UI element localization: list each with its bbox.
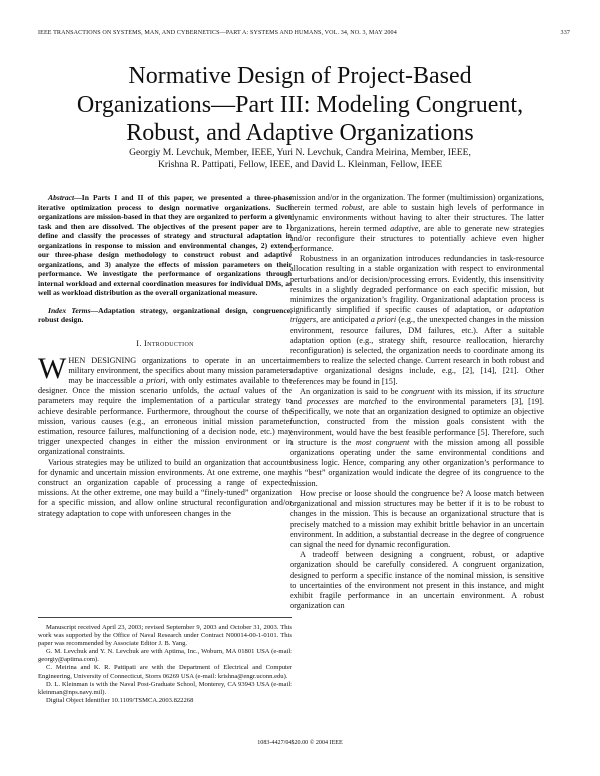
abstract-text: In Parts I and II of this paper, we presented a three-phase iterative optimization process to design normative organizations. Such organizations are mission-based in that they are organized to perform a given task and then are dissolved. The objectives of the present paper are to 1) define and classify the processes of strategy and structural adaptation in organizations in response to mission and environmental changes, 2) extend our three-phase design methodology to construct robust and adaptive organizations, and 3) analyze the effects of mission parameters on their performance. We investigate the performance of organizations through internal workload and external coordination measures for individual DMs, as well as workload distribution as the overall organizational measure. xyxy=(38,193,292,297)
right-paragraph-4: How precise or loose should the congruence be? A loose match between organizational and mission structures may be better if it is to be robust to changes in the mission. This is because an organizational structure that is precisely matched to a mission may exhibit brittle behavior in an uncertain environment. In addition, a substantial decrease in the degree of congruence can signal the need for dynamic reconfiguration. xyxy=(290,488,544,549)
r2-em-1: adaptation triggers xyxy=(290,305,544,325)
intro-p1-text-c: values of the parameters may require the implementation of a particular strategy to achieve desirable performance. Furthermore, throughout the course of the mission, various causes (e.g., an erroneous initial mission parameter estimation, resource failures, malfunctioning of a decision node, etc.) may trigger unexpected changes in either the mission environment or in organizational constraints. xyxy=(38,386,293,457)
footnotes xyxy=(38,617,292,705)
footnote-manuscript: Manuscript received April 23, 2003; revised September 9, 2003 and October 31, 2003. This work was supported by the Office of Naval Research under Contract N00014-00-1-0101. This paper was recommended by Associate Editor J. B. Yang. xyxy=(38,624,292,648)
left-column xyxy=(38,193,292,519)
r3-text-b: with its mission, if its xyxy=(434,386,515,396)
footnote-doi: Digital Object Identifier 10.1109/TSMCA.2003.822268 xyxy=(46,696,194,704)
copyright-footer: 1083-4427/04$20.00 © 2004 IEEE xyxy=(257,740,343,746)
index-terms-lead: Index Terms— xyxy=(48,305,99,315)
right-paragraph-3 xyxy=(290,387,544,489)
r3-em-5: most congruent xyxy=(355,437,410,447)
abstract xyxy=(38,193,292,298)
authors-line-2: Krishna R. Pattipati, Fellow, IEEE, and David L. Kleinman, Fellow, IEEE xyxy=(157,159,443,170)
abstract-lead: Abstract— xyxy=(48,193,82,202)
r1-em-robust: robust xyxy=(341,203,363,213)
r3-text-d: are xyxy=(338,397,359,407)
r2-text-a: Robustness in an organization introduces redundancies in task-resource allocation resulting in a stable organization with respect to environmental perturbations and/or decision/processing errors. Evidently, this insensitivity results in a slightly degraded performance on each specific mission, but minimizes the organization’s fragility. Organizational adaptation process is significantly simplified if specific causes of adaptation, or xyxy=(290,254,544,315)
r1-text-a: mission and/or in the organization. The former (multimission) organizations, herein termed xyxy=(290,193,544,213)
r1-text-c: , are able to generate new strategies and/or reconfigure their structures to potentially achieve even higher performance. xyxy=(290,223,544,254)
intro-paragraph-1 xyxy=(38,351,293,458)
r2-text-b: , are anticipated xyxy=(316,315,371,325)
title-line-3: Robust, and Adaptive Organizations xyxy=(126,120,474,146)
right-paragraph-2 xyxy=(290,254,544,387)
page-number: 337 xyxy=(560,30,570,36)
footnote-kleinman: D. L. Kleinman is with the Naval Post-Graduate School, Monterey, CA 93943 USA (e-mail: kleinman@nps.navy.mil). xyxy=(38,680,292,696)
paper-title xyxy=(40,62,560,148)
author-list xyxy=(40,147,560,171)
r2-em-2: a priori xyxy=(370,315,397,325)
r2-text-c: (e.g., the unexpected changes in the mission environment, resource failures, DM failures, etc.). After a suitable adaptation option (e.g., strategy shift, resource reallocation, hierarchy reconfiguration) is selected, the organization needs to coordinate among its members to realize the selected change. Current research in both robust and adaptive organizational designs include, e.g., [2], [14], [21]. Other references may be found in [15]. xyxy=(290,315,544,386)
section-heading-introduction: I. Introduction xyxy=(136,338,194,348)
intro-paragraph-2: Various strategies may be utilized to build an organization that accounts for dynamic and uncertain mission environments. At one extreme, one may construct an organization capable of processing a range of expected missions. At the other extreme, one may build a “finely-tuned” organization for a specific mission, and allow online structural reconfiguration and/or strategy adaptation to cope with unforeseen changes in the xyxy=(38,457,292,518)
footnote-meirina: C. Meirina and K. R. Pattipati are with the Department of Electrical and Computer Engineering, University of Connecticut, Storrs 06269 USA (e-mail: krishna@engr.uconn.edu). xyxy=(38,664,292,680)
r3-text-c: and xyxy=(290,397,307,407)
running-header xyxy=(38,30,570,36)
journal-name: IEEE TRANSACTIONS ON SYSTEMS, MAN, AND CYBERNETICS—PART A: SYSTEMS AND HUMANS, VOL. 34, NO. 3, MAY 2004 xyxy=(38,30,397,36)
right-column xyxy=(290,193,544,611)
r3-text-f: with the mission among all possible organizations operating under the same environmental conditions and business logic. Hence, comparing any other organization’s performance to this “best” organization would indicate the degree of its congruence to the mission. xyxy=(290,437,544,488)
title-line-1: Normative Design of Project-Based xyxy=(128,63,472,89)
index-terms-text: Adaptation strategy, organizational design, congruence, robust design. xyxy=(38,305,292,324)
title-line-2: Organizations—Part III: Modeling Congruent, xyxy=(76,91,524,118)
r3-text-e: to the environmental parameters [3], [19]. Specifically, we note that an organization designed to optimize an objective function, constructed from the mission goals consistent with the environment, would have the best feasible performance [5]. Therefore, such a structure is the xyxy=(290,397,544,447)
footnote-levchuk: G. M. Levchuk and Y. N. Levchuk are with Aptima, Inc., Woburn, MA 01801 USA (e-mail: georgiy@aptima.com). xyxy=(38,648,292,664)
intro-p1-text-a: organizations to operate in an uncertain military environment, the specifics about many mission parameters may be inaccessible xyxy=(68,355,292,385)
drop-cap: W xyxy=(38,351,67,385)
r3-em-3: processes xyxy=(306,397,339,407)
right-paragraph-5: A tradeoff between designing a congruent, robust, or adaptive organization should be carefully considered. A congruent organization, designed to perform a specific instance of the nominal mission, is sensitive to uncertainties of the environment not present in this instance, and might exhibit fragile performance in an uncertain environment. A robust organization can xyxy=(290,550,544,611)
r1-text-b: , are able to sustain high levels of performance in dynamic environments without having to alter their structures. The latter organizations, herein termed xyxy=(290,203,544,233)
r3-em-2: structure xyxy=(514,386,544,396)
r1-em-adaptive: adaptive xyxy=(390,223,419,233)
intro-p1-text-b: , with only estimates available to the designer. Once the mission scenario unfolds, the xyxy=(38,375,292,396)
intro-caps: HEN DESIGNING xyxy=(68,355,137,365)
intro-p1-em-1: a priori xyxy=(139,375,166,385)
r3-em-1: congruent xyxy=(401,386,435,396)
authors-line-1: Georgiy M. Levchuk, Member, IEEE, Yuri N. Levchuk, Candra Meirina, Member, IEEE, xyxy=(129,147,471,158)
r3-em-4: matched xyxy=(358,397,387,407)
right-paragraph-1 xyxy=(290,193,544,254)
index-terms xyxy=(38,306,292,325)
intro-p1-em-2: actual xyxy=(218,386,240,396)
r3-text-a: An organization is said to be xyxy=(300,386,402,396)
